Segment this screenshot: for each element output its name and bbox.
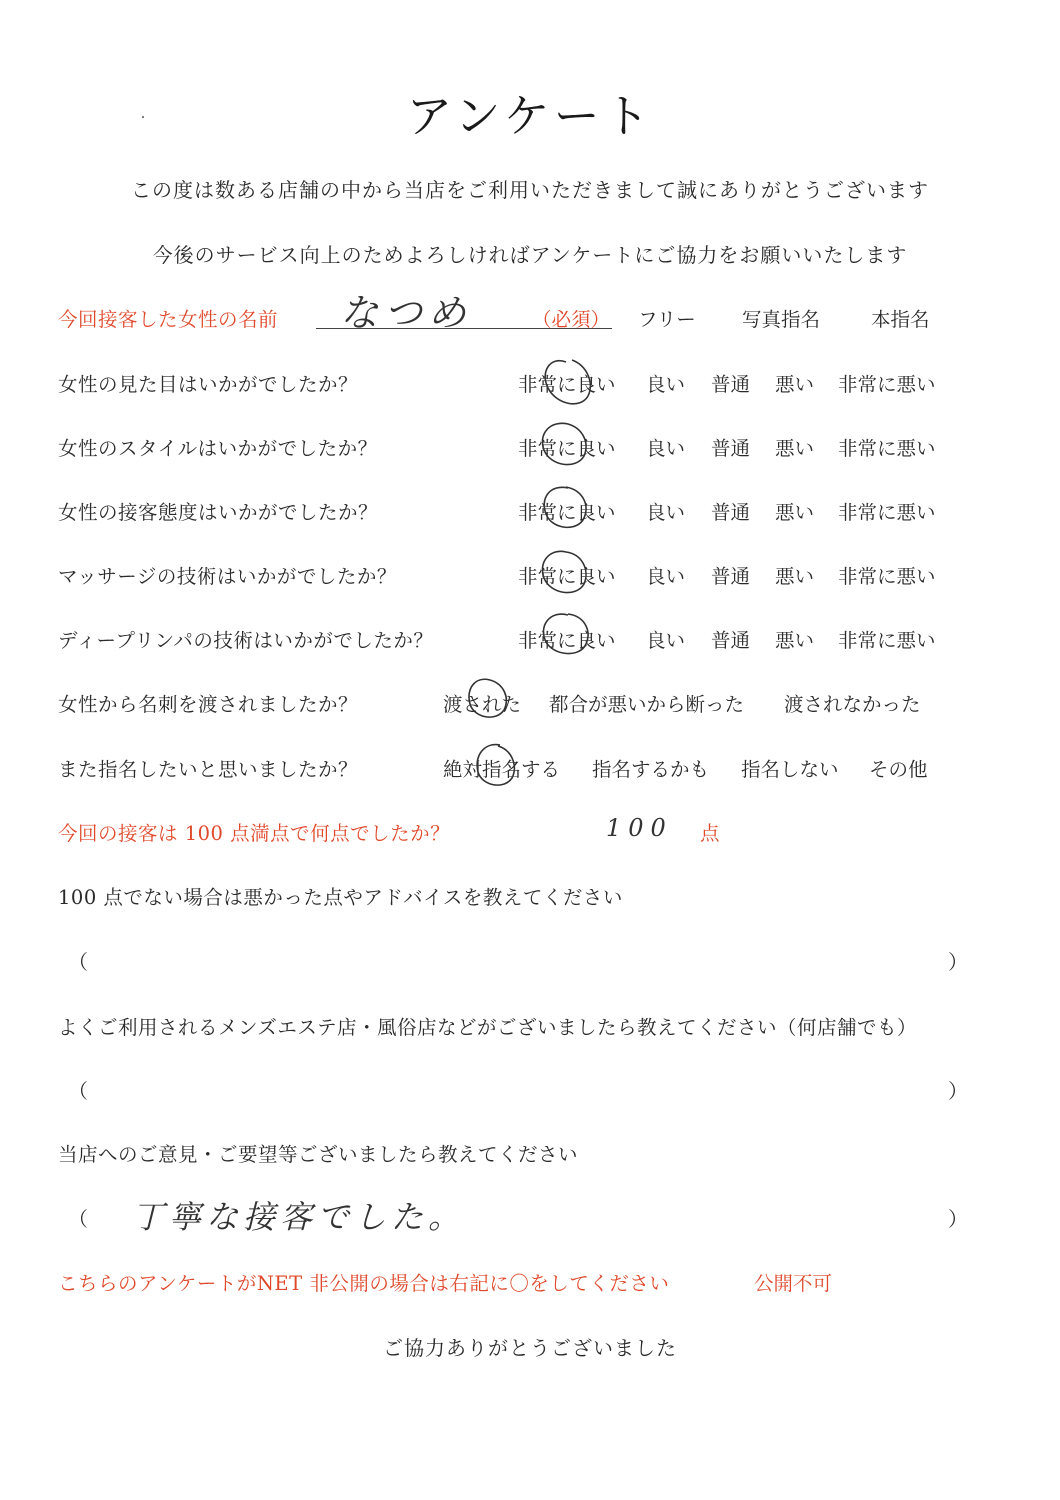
net-private-option[interactable]: 公開不可 (754, 1272, 833, 1295)
page-title: アンケート (406, 89, 654, 143)
rating-option-bad[interactable]: 悪い (775, 629, 815, 652)
option-main-nomination[interactable]: 本指名 (871, 308, 930, 331)
rating-option-very-good[interactable]: 非常に良い (518, 501, 616, 524)
score-unit: 点 (700, 822, 720, 845)
rating-option-good[interactable]: 良い (646, 437, 686, 460)
card-option-declined[interactable]: 都合が悪いから断った (549, 693, 745, 716)
rating-question: マッサージの技術はいかがでしたか？ (58, 565, 397, 588)
rating-option-very-good[interactable]: 非常に良い (518, 373, 616, 396)
advice-open-paren: （ (68, 950, 88, 974)
required-note: （必須） (532, 308, 611, 331)
rating-option-very-good[interactable]: 非常に良い (518, 629, 616, 652)
rating-question: ディープリンパの技術はいかがでしたか？ (58, 629, 434, 652)
feedback-close-paren: ） (948, 1207, 968, 1231)
advice-close-paren: ） (948, 950, 968, 974)
rating-question: 女性の接客態度はいかがでしたか？ (58, 501, 379, 524)
score-handwritten[interactable]: 100 (606, 814, 673, 842)
rating-option-very-good[interactable]: 非常に良い (518, 437, 616, 460)
feedback-answer[interactable]: 丁寧な接客でした。 (132, 1198, 466, 1236)
rating-option-bad[interactable]: 悪い (775, 565, 815, 588)
rating-option-normal[interactable]: 普通 (711, 437, 751, 460)
feedback-open-paren: （ (68, 1207, 88, 1231)
rating-option-very-bad[interactable]: 非常に悪い (838, 501, 936, 524)
rating-option-bad[interactable]: 悪い (775, 501, 815, 524)
rating-option-very-bad[interactable]: 非常に悪い (838, 629, 936, 652)
intro-line-2: 今後のサービス向上のためよろしければアンケートにご協力をお願いいたします (152, 243, 908, 267)
rating-option-bad[interactable]: 悪い (775, 437, 815, 460)
rating-question: 女性の見た目はいかがでしたか？ (58, 373, 359, 396)
other-shops-close-paren: ） (948, 1079, 968, 1103)
net-private-label: こちらのアンケートがNET 非公開の場合は右記に〇をしてください (58, 1272, 670, 1295)
rating-option-good[interactable]: 良い (646, 501, 686, 524)
advice-question: 100 点でない場合は悪かった点やアドバイスを教えてください (58, 886, 623, 909)
name-handwritten[interactable]: なつめ (340, 291, 473, 335)
other-shops-question: よくご利用されるメンズエステ店・風俗店などがございましたら教えてください（何店舗でも） (58, 1016, 918, 1039)
name-label: 今回接客した女性の名前 (58, 308, 279, 331)
rating-option-good[interactable]: 良い (646, 629, 686, 652)
rating-question: 女性のスタイルはいかがでしたか？ (58, 437, 378, 460)
intro-line-1: この度は数ある店舗の中から当店をご利用いただきまして誠にありがとうございます (131, 178, 929, 202)
rating-option-very-bad[interactable]: 非常に悪い (838, 437, 936, 460)
rating-option-very-bad[interactable]: 非常に悪い (838, 565, 936, 588)
rebook-option-definitely[interactable]: 絶対指名する (443, 758, 561, 781)
rating-option-normal[interactable]: 普通 (711, 565, 751, 588)
card-question: 女性から名刺を渡されましたか？ (58, 693, 359, 716)
option-photo-nomination[interactable]: 写真指名 (742, 308, 821, 331)
rating-option-normal[interactable]: 普通 (711, 501, 751, 524)
other-shops-open-paren: （ (68, 1079, 88, 1103)
card-option-not-received[interactable]: 渡されなかった (784, 693, 921, 716)
rating-option-very-bad[interactable]: 非常に悪い (838, 373, 936, 396)
rebook-option-no[interactable]: 指名しない (741, 758, 839, 781)
rating-option-good[interactable]: 良い (646, 373, 686, 396)
score-question: 今回の接客は 100 点満点で何点でしたか？ (58, 822, 451, 845)
rating-option-good[interactable]: 良い (646, 565, 686, 588)
rebook-question: また指名したいと思いましたか？ (58, 758, 359, 781)
feedback-question: 当店へのご意見・ご要望等ございましたら教えてください (58, 1143, 579, 1166)
card-option-received[interactable]: 渡された (443, 693, 522, 716)
rebook-option-other[interactable]: その他 (869, 758, 928, 781)
option-free[interactable]: フリー (638, 308, 696, 331)
rating-option-bad[interactable]: 悪い (775, 373, 815, 396)
rating-option-very-good[interactable]: 非常に良い (518, 565, 616, 588)
closing-text: ご協力ありがとうございました (383, 1336, 677, 1360)
rating-option-normal[interactable]: 普通 (711, 629, 751, 652)
rating-option-normal[interactable]: 普通 (711, 373, 751, 396)
rebook-option-maybe[interactable]: 指名するかも (592, 758, 710, 781)
